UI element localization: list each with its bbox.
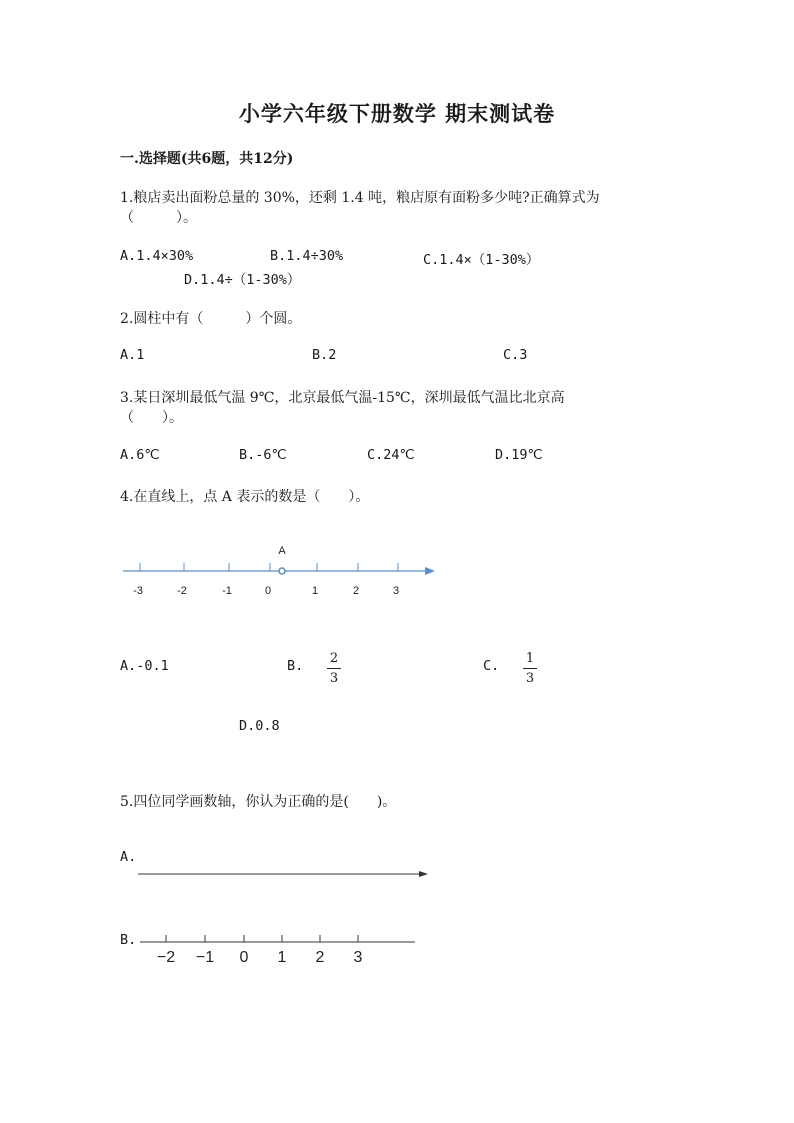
q5-b-tick-label: 2 bbox=[315, 949, 325, 966]
q5-option-b-label: B. bbox=[120, 932, 137, 948]
q4-number-line bbox=[115, 538, 445, 602]
q4-point-a bbox=[279, 568, 285, 574]
q4-tick-label: 2 bbox=[352, 585, 360, 597]
q3-option-b: B.-6℃ bbox=[239, 447, 287, 463]
page-title: 小学六年级下册数学 期末测试卷 bbox=[238, 101, 556, 126]
q5-b-tick-label: 0 bbox=[239, 949, 249, 966]
q5-stem: 5.四位同学画数轴，你认为正确的是( )。 bbox=[120, 794, 397, 810]
q4-tick-label: 0 bbox=[264, 585, 272, 597]
q2-option-a: A.1 bbox=[120, 347, 145, 363]
q4-tick-label: 3 bbox=[392, 585, 400, 597]
q4-tick-group bbox=[133, 563, 399, 597]
q4-option-c-prefix: C. bbox=[483, 658, 500, 674]
q5-tick-group bbox=[157, 935, 363, 966]
q1-stem-line1: 1.粮店卖出面粉总量的 30%，还剩 1.4 吨，粮店原有面粉多少吨?正确算式为 bbox=[120, 190, 600, 206]
q4-option-b-fraction bbox=[327, 651, 341, 686]
q3-option-c: C.24℃ bbox=[367, 447, 415, 463]
q3-option-a: A.6℃ bbox=[120, 447, 160, 463]
q1-option-b: B.1.4÷30% bbox=[270, 248, 344, 264]
q5-option-b-line bbox=[135, 928, 425, 968]
q5-b-tick-label: 1 bbox=[277, 949, 287, 966]
q4-point-a-label: A bbox=[278, 545, 286, 557]
q2-option-c: C.3 bbox=[503, 347, 528, 363]
q2-option-b: B.2 bbox=[312, 347, 337, 363]
q3-option-d: D.19℃ bbox=[495, 447, 543, 463]
q4-tick-label: 1 bbox=[311, 585, 319, 597]
section-heading: 一.选择题(共6题，共12分) bbox=[120, 151, 294, 167]
q4-option-b-numerator: 2 bbox=[329, 651, 339, 666]
q4-option-b-prefix: B. bbox=[287, 658, 304, 674]
q4-axis-arrow bbox=[425, 567, 435, 575]
q4-option-b-denominator: 3 bbox=[329, 671, 339, 686]
q4-option-c-denominator: 3 bbox=[525, 671, 535, 686]
q4-option-d: D.0.8 bbox=[239, 718, 280, 734]
q5-option-a-line bbox=[135, 866, 435, 882]
q4-tick-label: -2 bbox=[177, 585, 187, 597]
q1-stem-line2: （ ）。 bbox=[120, 210, 197, 226]
q5-a-arrow bbox=[419, 871, 428, 877]
q5-b-tick-label: −2 bbox=[156, 949, 176, 966]
q4-tick-label: -3 bbox=[133, 585, 143, 597]
q1-option-a: A.1.4×30% bbox=[120, 248, 194, 264]
q1-option-d: D.1.4÷（1-30%） bbox=[184, 272, 301, 288]
q3-stem-line2: （ ）。 bbox=[120, 410, 183, 426]
q4-option-c-numerator: 1 bbox=[525, 651, 535, 666]
fraction-bar bbox=[523, 668, 537, 669]
q4-option-c-fraction bbox=[523, 651, 537, 686]
q4-option-a: A.-0.1 bbox=[120, 658, 169, 674]
q4-tick-label: -1 bbox=[222, 585, 232, 597]
q3-stem-line1: 3.某日深圳最低气温 9℃，北京最低气温-15℃，深圳最低气温比北京高 bbox=[120, 390, 565, 406]
q2-stem: 2.圆柱中有（ ）个圆。 bbox=[120, 311, 302, 327]
q5-option-a-label: A. bbox=[120, 849, 137, 865]
q5-b-tick-label: −1 bbox=[195, 949, 215, 966]
q4-stem: 4.在直线上，点 A 表示的数是（ ）。 bbox=[120, 489, 370, 505]
q1-option-c: C.1.4×（1-30%） bbox=[423, 252, 540, 268]
q5-b-tick-label: 3 bbox=[353, 949, 363, 966]
fraction-bar bbox=[327, 668, 341, 669]
